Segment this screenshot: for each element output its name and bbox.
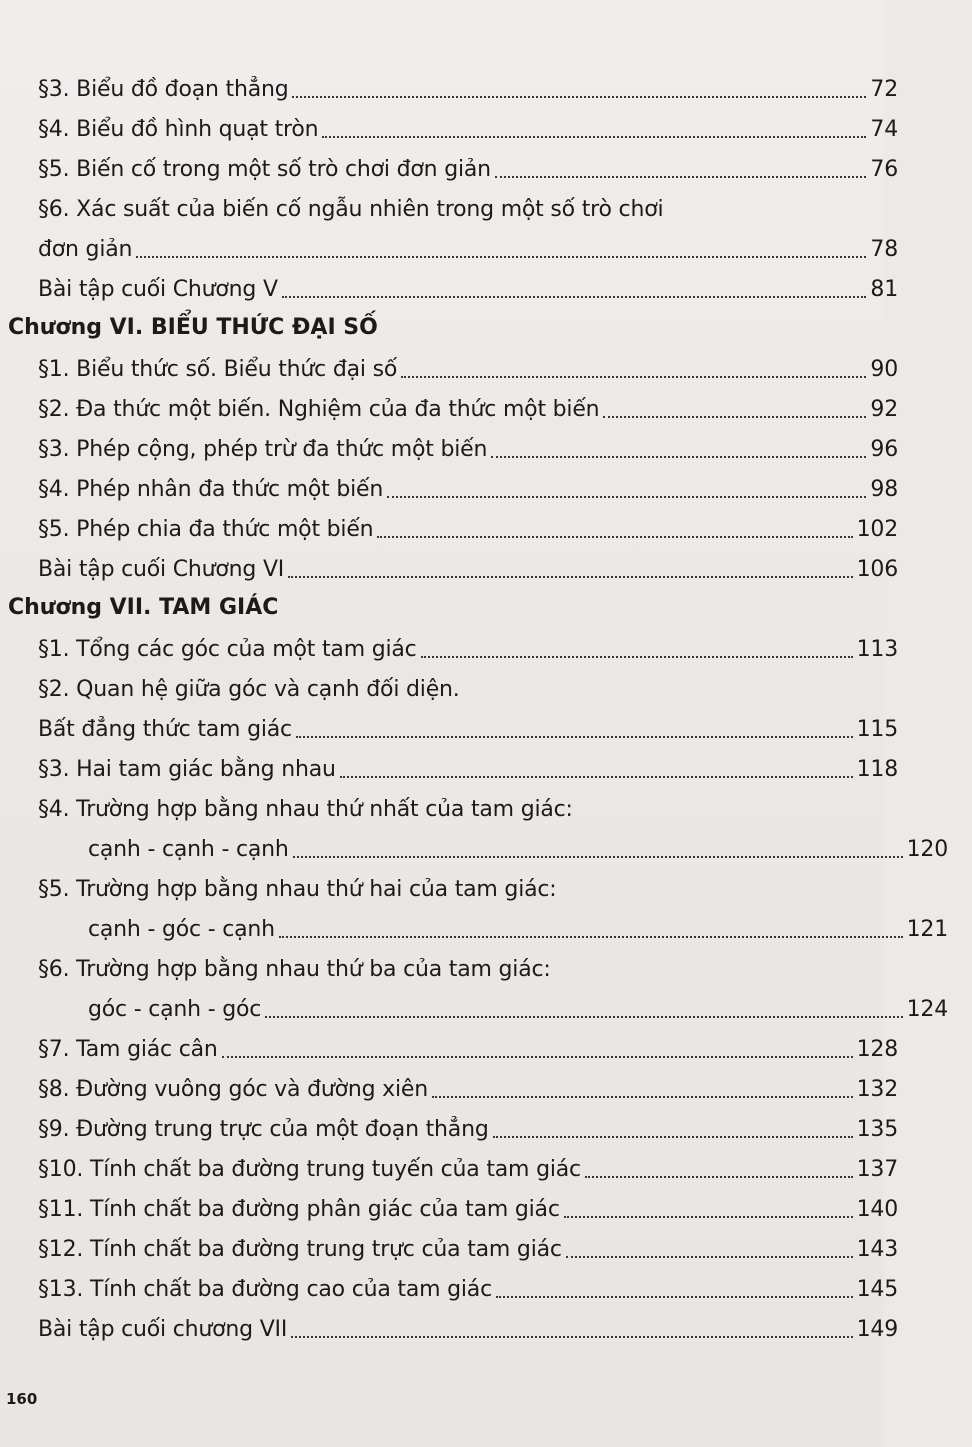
entry-title: §3. Phép cộng, phép trừ đa thức một biến	[38, 437, 488, 462]
entry-page: 76	[870, 157, 898, 182]
chapter-heading: Chương VII. TAM GIÁC	[8, 595, 279, 620]
toc-entry	[0, 386, 922, 424]
toc-entry-line	[0, 186, 922, 224]
entry-page: 124	[906, 997, 948, 1022]
dot-leader	[293, 856, 903, 858]
toc-entry	[0, 1026, 922, 1064]
toc-entry	[0, 706, 922, 744]
toc-entry	[0, 986, 972, 1024]
toc-entry	[0, 1066, 922, 1104]
entry-page: 149	[856, 1317, 898, 1342]
entry-title: §5. Phép chia đa thức một biến	[38, 517, 374, 542]
toc-entry-line	[0, 786, 922, 824]
toc-entry	[0, 266, 922, 304]
dot-leader	[387, 496, 866, 498]
entry-title: §2. Quan hệ giữa góc và cạnh đối diện.	[38, 677, 460, 702]
entry-title: §2. Đa thức một biến. Nghiệm của đa thức một biến	[38, 397, 600, 422]
entry-title: §4. Phép nhân đa thức một biến	[38, 477, 384, 502]
dot-leader	[564, 1216, 853, 1218]
entry-page: 81	[870, 277, 898, 302]
dot-leader	[432, 1096, 853, 1098]
dot-leader	[496, 1296, 853, 1298]
entry-title: §6. Xác suất của biến cố ngẫu nhiên trong một số trò chơi	[38, 197, 664, 222]
entry-title: đơn giản	[38, 237, 133, 262]
entry-page: 90	[870, 357, 898, 382]
entry-page: 115	[856, 717, 898, 742]
entry-title: §3. Hai tam giác bằng nhau	[38, 757, 336, 782]
entry-page: 106	[856, 557, 898, 582]
entry-page: 132	[856, 1077, 898, 1102]
dot-leader	[585, 1176, 853, 1178]
dot-leader	[377, 536, 852, 538]
entry-title: Bất đẳng thức tam giác	[38, 717, 292, 742]
entry-title: §11. Tính chất ba đường phân giác của tam giác	[38, 1197, 560, 1222]
entry-title: Bài tập cuối Chương VI	[38, 557, 285, 582]
entry-title: §1. Tổng các góc của một tam giác	[38, 637, 417, 662]
toc-entry	[0, 626, 922, 664]
toc-entry	[0, 346, 922, 384]
entry-title: §12. Tính chất ba đường trung trực của tam giác	[38, 1237, 562, 1262]
entry-title: §3. Biểu đồ đoạn thẳng	[38, 77, 289, 102]
chapter-heading: Chương VI. BIỂU THỨC ĐẠI SỐ	[8, 315, 378, 340]
dot-leader	[296, 736, 853, 738]
dot-leader	[136, 256, 866, 258]
toc-entry	[0, 906, 972, 944]
entry-page: 72	[870, 77, 898, 102]
entry-page: 128	[856, 1037, 898, 1062]
entry-title: §8. Đường vuông góc và đường xiên	[38, 1077, 428, 1102]
toc-entry	[0, 1306, 922, 1344]
entry-title: §1. Biểu thức số. Biểu thức đại số	[38, 357, 398, 382]
entry-title: cạnh - góc - cạnh	[88, 917, 275, 942]
dot-leader	[279, 936, 903, 938]
entry-title: Bài tập cuối chương VII	[38, 1317, 288, 1342]
toc-entry	[0, 106, 922, 144]
entry-title: §4. Biểu đồ hình quạt tròn	[38, 117, 319, 142]
entry-page: 74	[870, 117, 898, 142]
toc-entry	[0, 466, 922, 504]
toc-entry	[0, 226, 922, 264]
toc-entry-line	[0, 666, 922, 704]
toc-entry	[0, 66, 922, 104]
entry-page: 96	[870, 437, 898, 462]
toc-entry	[0, 746, 922, 784]
dot-leader	[495, 176, 866, 178]
dot-leader	[401, 376, 866, 378]
dot-leader	[491, 456, 866, 458]
dot-leader	[222, 1056, 853, 1058]
dot-leader	[292, 96, 866, 98]
dot-leader	[421, 656, 853, 658]
dot-leader	[340, 776, 853, 778]
entry-page: 92	[870, 397, 898, 422]
dot-leader	[291, 1336, 852, 1338]
dot-leader	[288, 576, 852, 578]
toc-entry	[0, 1186, 922, 1224]
entry-title: §5. Trường hợp bằng nhau thứ hai của tam giác:	[38, 877, 557, 902]
entry-page: 102	[856, 517, 898, 542]
entry-page: 118	[856, 757, 898, 782]
toc-entry-line	[0, 946, 922, 984]
toc-entry	[0, 506, 922, 544]
entry-title: góc - cạnh - góc	[88, 997, 262, 1022]
entry-title: Bài tập cuối Chương V	[38, 277, 278, 302]
entry-page: 98	[870, 477, 898, 502]
entry-title: §5. Biến cố trong một số trò chơi đơn giản	[38, 157, 491, 182]
entry-title: §10. Tính chất ba đường trung tuyến của tam giác	[38, 1157, 581, 1182]
toc-entry	[0, 426, 922, 464]
entry-title: §4. Trường hợp bằng nhau thứ nhất của tam giác:	[38, 797, 573, 822]
toc-entry	[0, 1146, 922, 1184]
dot-leader	[282, 296, 867, 298]
entry-page: 145	[856, 1277, 898, 1302]
toc-entry	[0, 1226, 922, 1264]
dot-leader	[603, 416, 866, 418]
entry-page: 78	[870, 237, 898, 262]
dot-leader	[265, 1016, 902, 1018]
dot-leader	[566, 1256, 853, 1258]
entry-page: 140	[856, 1197, 898, 1222]
entry-page: 121	[906, 917, 948, 942]
toc-entry	[0, 1106, 922, 1144]
toc-entry	[0, 546, 922, 584]
toc-entry-line	[0, 866, 922, 904]
entry-title: §9. Đường trung trực của một đoạn thẳng	[38, 1117, 489, 1142]
entry-page: 135	[856, 1117, 898, 1142]
toc-entry	[0, 146, 922, 184]
entry-page: 137	[856, 1157, 898, 1182]
entry-page: 120	[906, 837, 948, 862]
entry-title: cạnh - cạnh - cạnh	[88, 837, 289, 862]
entry-page: 113	[856, 637, 898, 662]
dot-leader	[493, 1136, 853, 1138]
entry-title: §7. Tam giác cân	[38, 1037, 218, 1062]
toc-entry	[0, 826, 972, 864]
entry-title: §6. Trường hợp bằng nhau thứ ba của tam giác:	[38, 957, 551, 982]
entry-title: §13. Tính chất ba đường cao của tam giác	[38, 1277, 492, 1302]
toc-entry	[0, 1266, 922, 1304]
dot-leader	[322, 136, 866, 138]
page-number: 160	[6, 1390, 38, 1408]
entry-page: 143	[856, 1237, 898, 1262]
